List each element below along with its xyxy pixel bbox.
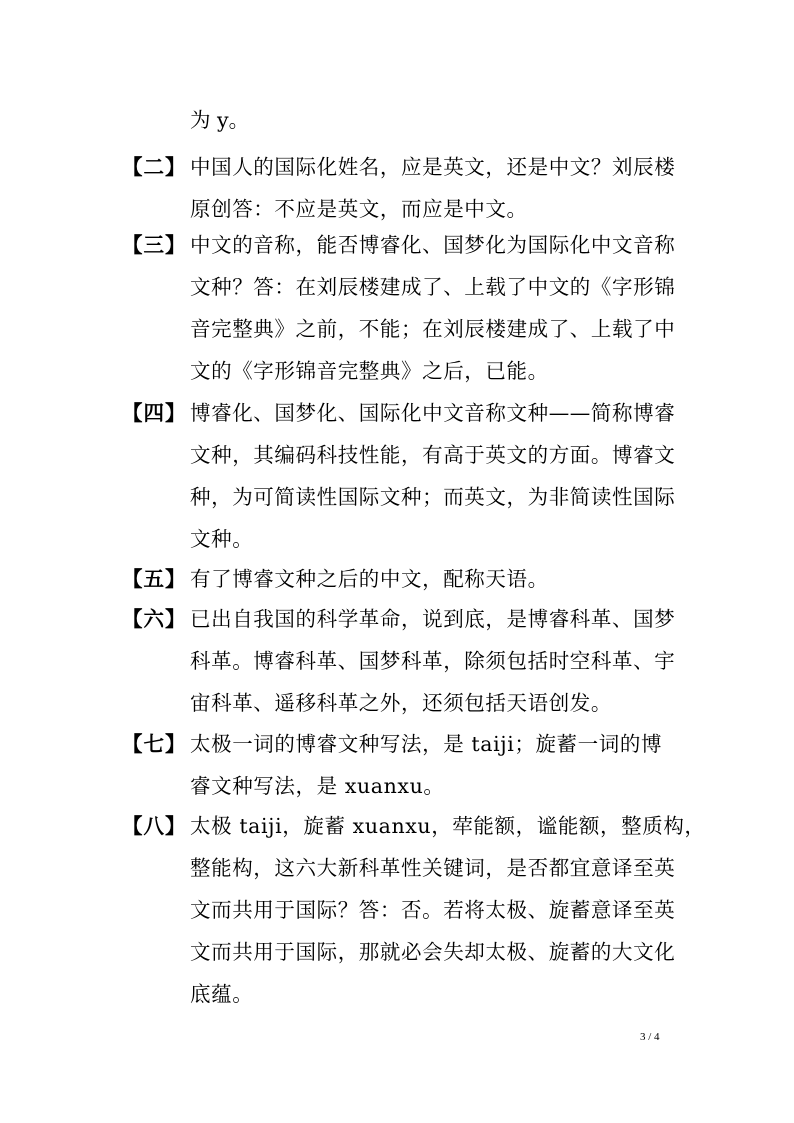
item-body (190, 146, 690, 230)
item-line: 宙科革、遥移科革之外，还须包括天语创发。 (190, 691, 612, 715)
item-line: 中文的音称，能否博睿化、国梦化为国际化中文音称 (190, 233, 676, 257)
item-body (190, 805, 706, 1015)
item-line: 文种，其编码科技性能，有高于英文的方面。博睿文 (190, 443, 676, 467)
item-line: 文而共用于国际？答：否。若将太极、旋蓄意译至英 (190, 898, 676, 922)
item-body (190, 598, 690, 724)
item-line: 整能构，这六大新科革性关键词，是否都宜意译至英 (190, 856, 676, 880)
item-line: 中国人的国际化姓名，应是英文，还是中文？刘辰楼 (190, 155, 676, 179)
item-body (190, 224, 690, 392)
continuation-text: 为 y。 (190, 108, 250, 132)
item-number: 【二】 (122, 155, 187, 179)
item-body (190, 392, 690, 560)
item-line: 底蕴。 (190, 982, 254, 1006)
item-line: 太极一词的博睿文种写法，是 taiji；旋蓄一词的博 (190, 732, 663, 756)
item-body (190, 558, 690, 600)
item-number: 【五】 (122, 567, 187, 591)
item-line: 种，为可简读性国际文种；而英文，为非简读性国际 (190, 485, 676, 509)
item-line: 文而共用于国际，那就必会失却太极、旋蓄的大文化 (190, 940, 676, 964)
item-number: 【六】 (122, 607, 187, 631)
item-line: 音完整典》之前，不能；在刘辰楼建成了、上载了中 (190, 317, 676, 341)
item-line: 文的《字形锦音完整典》之后，已能。 (190, 359, 549, 383)
item-line: 博睿化、国梦化、国际化中文音称文种——简称博睿 (190, 401, 676, 425)
item-number: 【七】 (122, 732, 187, 756)
item-body (190, 723, 690, 807)
item-line: 原创答：不应是英文，而应是中文。 (190, 197, 528, 221)
item-number: 【八】 (122, 814, 187, 838)
item-line: 睿文种写法，是 xuanxu。 (190, 774, 445, 798)
item-number: 【三】 (122, 233, 187, 257)
item-line: 有了博睿文种之后的中文，配称天语。 (190, 567, 549, 591)
item-number: 【四】 (122, 401, 187, 425)
item-line: 文种。 (190, 527, 254, 551)
item-line: 已出自我国的科学革命，说到底，是博睿科革、国梦 (190, 607, 676, 631)
page-number: 3 / 4 (640, 1031, 660, 1043)
item-line: 太极 taiji，旋蓄 xuanxu，荦能额，谧能额，整质构， (190, 814, 706, 838)
item-line: 科革。博睿科革、国梦科革，除须包括时空科革、宇 (190, 649, 676, 673)
item-line: 文种？答：在刘辰楼建成了、上载了中文的《字形锦 (190, 275, 676, 299)
